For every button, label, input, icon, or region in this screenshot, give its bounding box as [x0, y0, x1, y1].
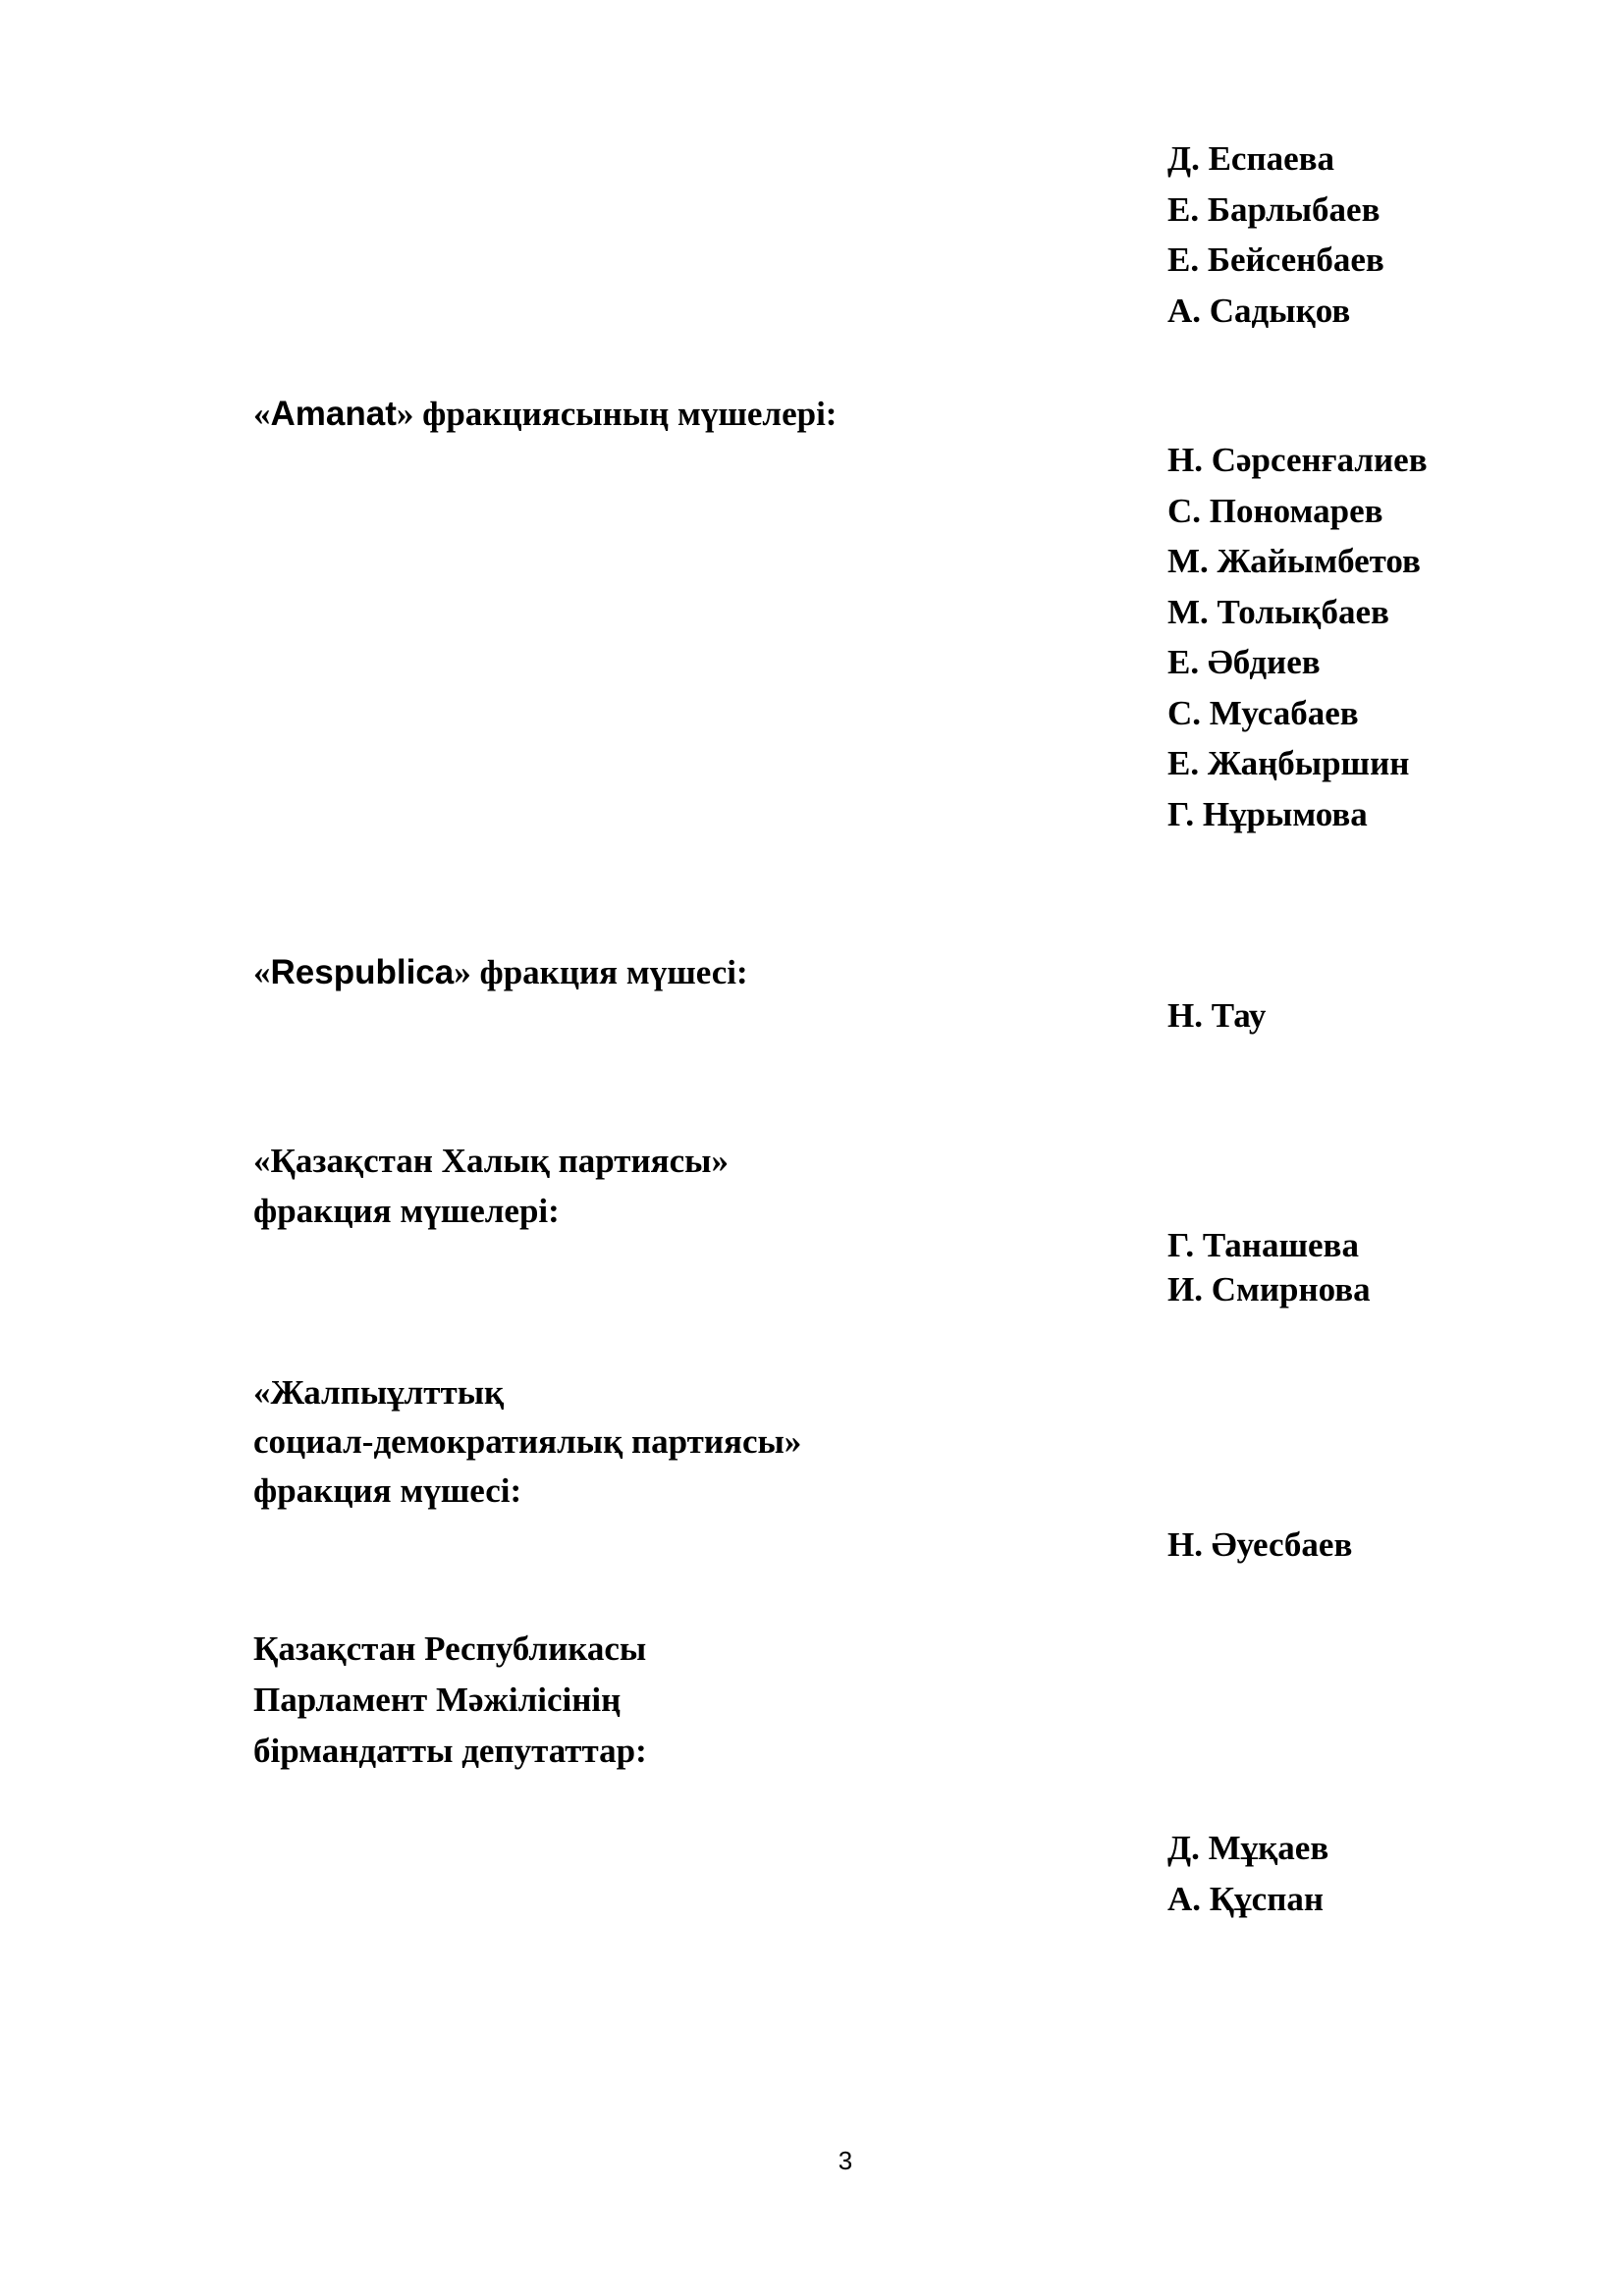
deputy-name: И. Смирнова: [1167, 1270, 1371, 1308]
deputy-name: М. Жайымбетов: [1167, 542, 1421, 580]
heading-rest: » фракциясының мүшелері:: [396, 395, 838, 433]
heading-line: бірмандатты депутаттар:: [253, 1732, 647, 1770]
deputy-name: Н. Сәрсенғалиев: [1167, 441, 1428, 479]
deputy-name: Г. Нұрымова: [1167, 794, 1368, 833]
heading-line: фракция мүшесі:: [253, 1471, 522, 1510]
deputy-name: Д. Еспаева: [1167, 139, 1335, 178]
heading-line: Қазақстан Республикасы: [253, 1629, 647, 1668]
heading-quote: «: [253, 953, 271, 991]
top-names-list: [1167, 133, 1384, 336]
deputy-name: С. Мусабаев: [1167, 693, 1359, 732]
heading-rest: » фракция мүшесі:: [454, 953, 748, 991]
heading-line: фракция мүшелері:: [253, 1192, 560, 1230]
deputy-name: Г. Танашева: [1167, 1226, 1359, 1264]
single-mandate-deputies-heading: [253, 1624, 647, 1777]
heading-line: «Жалпыұлттық: [253, 1373, 505, 1412]
heading-line: Парламент Мәжілісінің: [253, 1681, 622, 1719]
respublica-members-list: [1167, 990, 1266, 1041]
deputy-name: А. Құспан: [1167, 1879, 1325, 1918]
deputy-name: С. Пономарев: [1167, 491, 1383, 530]
heading-line: социал-демократиялық партиясы»: [253, 1422, 802, 1461]
amanat-members-list: [1167, 435, 1428, 839]
peoples-party-members-list: [1167, 1223, 1371, 1311]
respublica-faction-heading: [253, 947, 748, 997]
deputy-name: Д. Мұқаев: [1167, 1829, 1329, 1867]
deputy-name: Н. Әуесбаев: [1167, 1525, 1353, 1564]
heading-quote: «: [253, 395, 271, 433]
deputy-name: А. Садықов: [1167, 291, 1351, 330]
deputy-name: М. Толықбаев: [1167, 592, 1389, 631]
deputy-name: Н. Тау: [1167, 996, 1267, 1035]
heading-line: «Қазақстан Халық партиясы»: [253, 1142, 729, 1180]
social-democratic-members-list: [1167, 1520, 1352, 1571]
peoples-party-faction-heading: [253, 1136, 729, 1236]
page-number: 3: [838, 2146, 853, 2175]
deputy-name: Е. Барлыбаев: [1167, 189, 1380, 229]
amanat-name: Amanat: [270, 395, 397, 433]
respublica-name: Respublica: [270, 953, 455, 991]
deputy-name: Е. Бейсенбаев: [1167, 240, 1384, 279]
social-democratic-faction-heading: [253, 1368, 801, 1516]
deputy-name: Е. Жаңбыршин: [1167, 744, 1410, 782]
amanat-faction-heading: [253, 389, 837, 439]
single-mandate-members-list: [1167, 1823, 1328, 1924]
deputy-name: Е. Әбдиев: [1167, 643, 1321, 681]
